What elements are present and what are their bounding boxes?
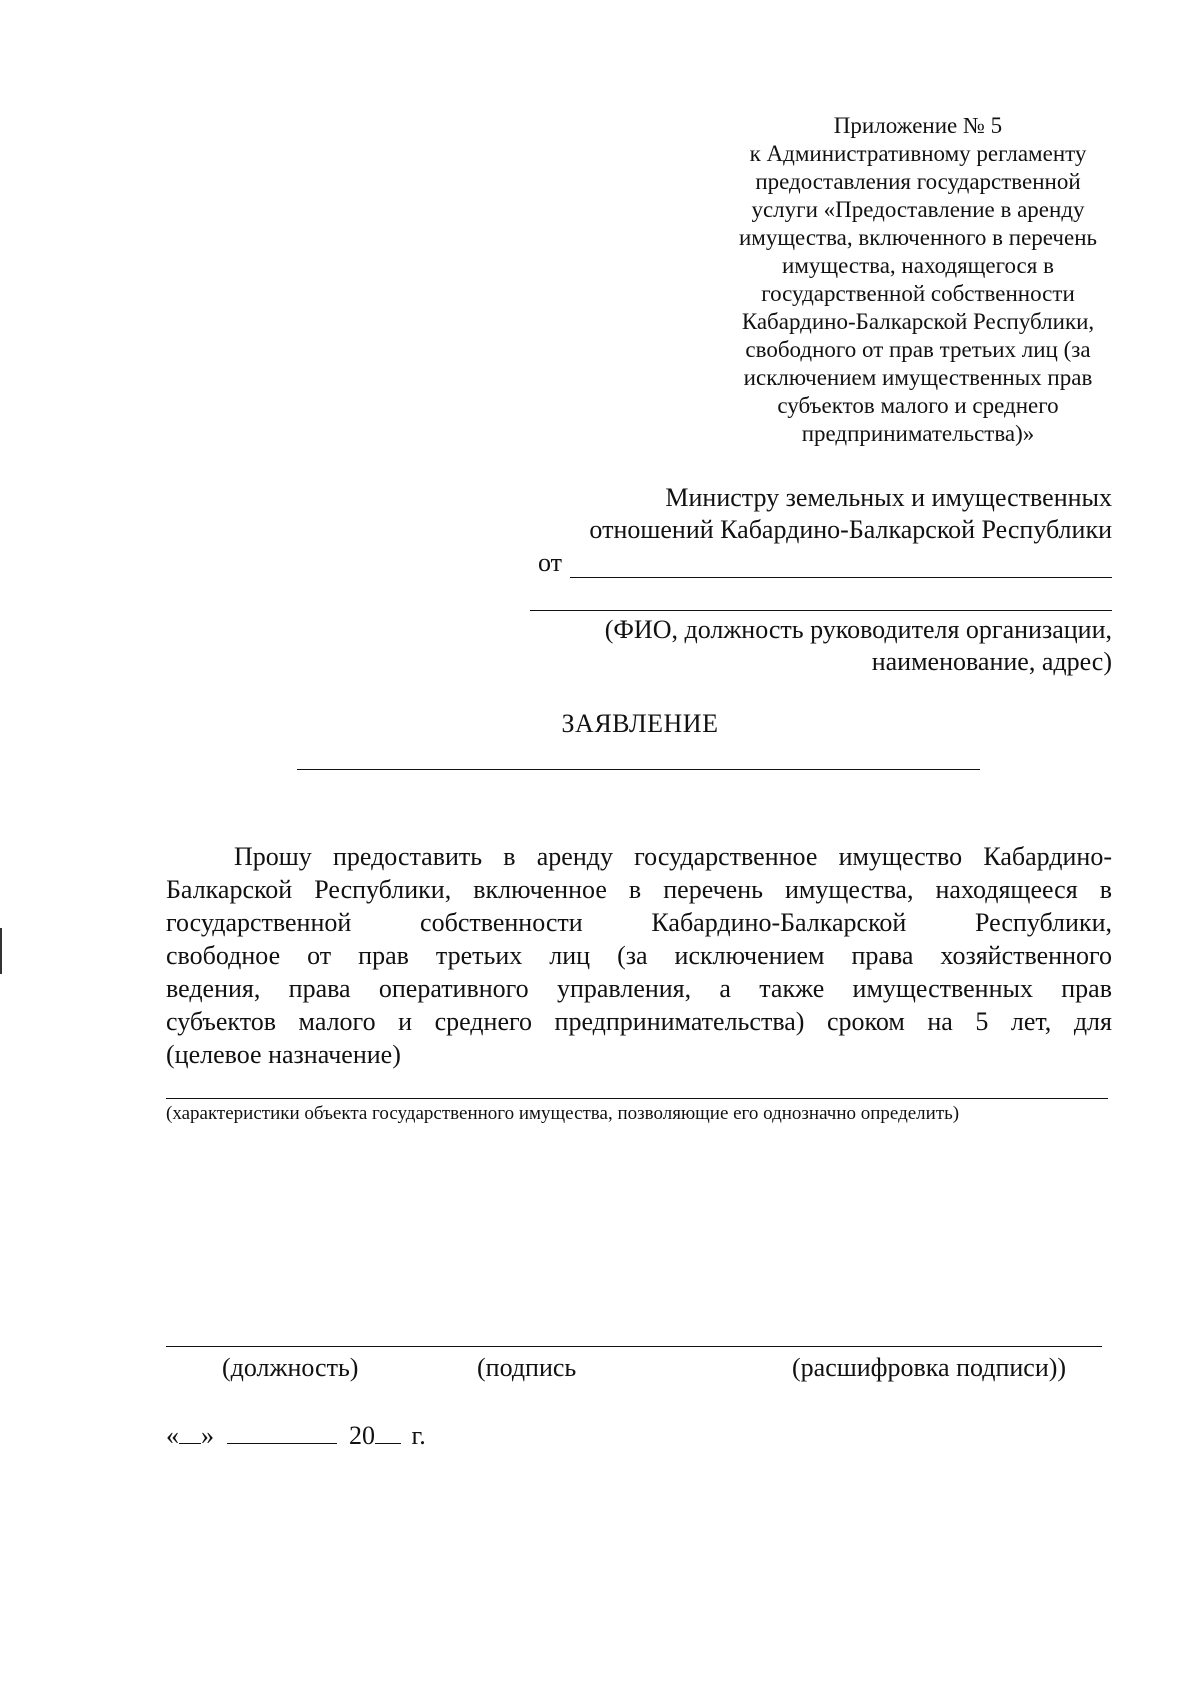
- appendix-line: к Административному регламенту: [749, 141, 1087, 166]
- signature-label: (подпись: [477, 1353, 577, 1382]
- object-characteristics-caption: (характеристики объекта государственного имущества, позволяющие его однозначно определить): [166, 1103, 960, 1124]
- from-row: [538, 547, 1112, 581]
- fio-caption-line-2: наименование, адрес): [871, 647, 1112, 676]
- body-line: государственной собственности Кабардино-Балкарской Республики,: [166, 908, 1112, 937]
- from-second-field-line[interactable]: [530, 610, 1112, 611]
- body-line: ведения, права оперативного управления, а также имущественных прав: [166, 974, 1112, 1003]
- day-field[interactable]: [179, 1421, 201, 1444]
- date-close-quote: »: [201, 1421, 214, 1450]
- request-body: [166, 840, 1112, 1071]
- month-field[interactable]: [227, 1421, 337, 1444]
- appendix-line: свободного от прав третьих лиц (за: [745, 337, 1091, 362]
- appendix-line: предпринимательства)»: [801, 421, 1035, 446]
- appendix-line: предоставления государственной: [755, 169, 1081, 194]
- appendix-line: имущества, включенного в перечень: [738, 225, 1098, 250]
- object-characteristics-field-line[interactable]: [166, 1098, 1108, 1099]
- appendix-header: [718, 112, 1118, 448]
- signature-decoding-label: (расшифровка подписи)): [792, 1353, 1067, 1382]
- fio-caption: [520, 614, 1112, 678]
- appendix-line: Приложение № 5: [833, 113, 1003, 138]
- body-line: субъектов малого и среднего предпринимательства) сроком на 5 лет, для: [166, 1007, 1112, 1036]
- document-title: ЗАЯВЛЕНИЕ: [561, 709, 719, 738]
- addressee-block: [520, 482, 1112, 546]
- date-row: [166, 1420, 426, 1452]
- addressee-line-1: Министру земельных и имущественных: [665, 483, 1112, 512]
- year-field[interactable]: [375, 1421, 401, 1444]
- body-line: (целевое назначение): [166, 1040, 401, 1069]
- fio-caption-line-1: (ФИО, должность руководителя организации,: [604, 615, 1112, 644]
- appendix-line: услуги «Предоставление в аренду: [751, 197, 1085, 222]
- appendix-line: субъектов малого и среднего: [777, 393, 1059, 418]
- year-prefix: 20: [349, 1421, 375, 1450]
- scan-edge-mark: [0, 928, 2, 974]
- date-open-quote: «: [166, 1421, 179, 1450]
- appendix-line: исключением имущественных прав: [743, 365, 1093, 390]
- year-suffix: г.: [411, 1421, 426, 1450]
- body-line: свободное от прав третьих лиц (за исключением права хозяйственного: [166, 941, 1112, 970]
- appendix-line: государственной собственности: [761, 281, 1075, 306]
- from-label: от: [538, 548, 563, 577]
- body-line: Балкарской Республики, включенное в перечень имущества, находящееся в: [166, 875, 1112, 904]
- signature-field-line[interactable]: [166, 1346, 1102, 1347]
- from-name-field-line[interactable]: [570, 577, 1112, 578]
- addressee-line-2: отношений Кабардино-Балкарской Республики: [589, 515, 1112, 544]
- appendix-line: имущества, находящегося в: [782, 253, 1054, 278]
- title-underline: [297, 769, 980, 770]
- body-line: Прошу предоставить в аренду государственное имущество Кабардино-: [234, 842, 1112, 871]
- position-label: (должность): [222, 1353, 359, 1382]
- appendix-line: Кабардино-Балкарской Республики,: [741, 309, 1095, 334]
